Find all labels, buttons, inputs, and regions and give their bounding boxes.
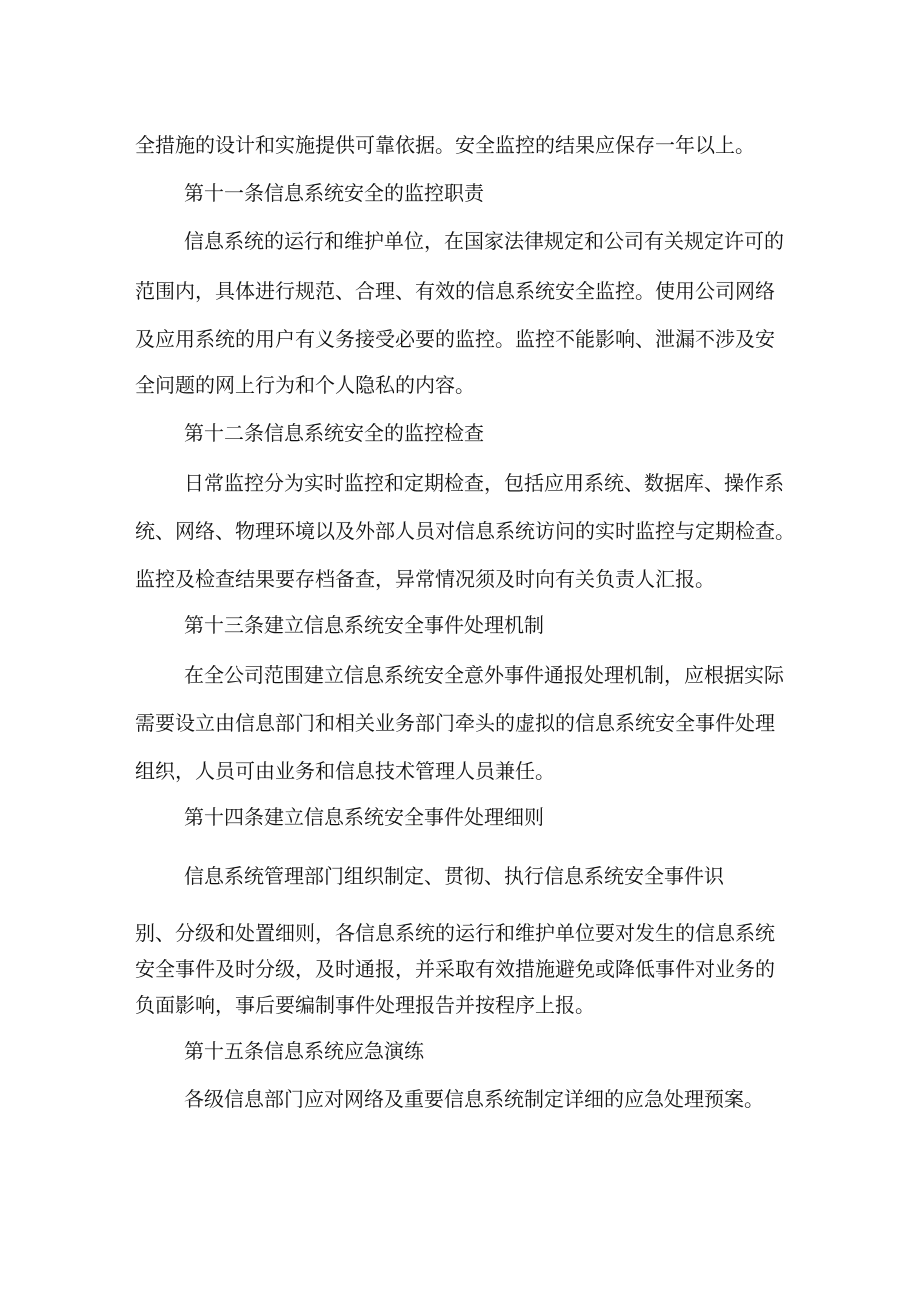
text-line: 需要设立由信息部门和相关业务部门牵头的虚拟的信息系统安全事件处理: [135, 711, 775, 735]
article-heading: 第十四条建立信息系统安全事件处理细则: [184, 805, 544, 829]
text-line: 及应用系统的用户有义务接受必要的监控。监控不能影响、泄漏不涉及安: [135, 327, 775, 351]
text-line: 负面影响，事后要编制事件处理报告并按程序上报。: [135, 993, 595, 1017]
text-line: 信息系统管理部门组织制定、贯彻、执行信息系统安全事件识: [184, 864, 724, 888]
article-heading: 第十三条建立信息系统安全事件处理机制: [184, 613, 544, 637]
text-line: 别、分级和处置细则，各信息系统的运行和维护单位要对发生的信息系统: [135, 921, 775, 945]
article-heading: 第十一条信息系统安全的监控职责: [184, 181, 484, 205]
text-line: 组织，人员可由业务和信息技术管理人员兼任。: [135, 759, 555, 783]
text-line: 安全事件及时分级，及时通报，并采取有效措施避免或降低事件对业务的: [135, 957, 775, 981]
text-line: 范围内，具体进行规范、合理、有效的信息系统安全监控。使用公司网络: [135, 279, 775, 303]
text-line: 全措施的设计和实施提供可靠依据。安全监控的结果应保存一年以上。: [135, 133, 755, 157]
text-line: 信息系统的运行和维护单位，在国家法律规定和公司有关规定许可的: [184, 229, 784, 253]
text-line: 全问题的网上行为和个人隐私的内容。: [135, 373, 475, 397]
text-line: 统、网络、物理环境以及外部人员对信息系统访问的实时监控与定期检查。: [135, 519, 795, 543]
article-heading: 第十五条信息系统应急演练: [184, 1039, 424, 1063]
text-line: 在全公司范围建立信息系统安全意外事件通报处理机制，应根据实际: [184, 663, 784, 687]
text-line: 各级信息部门应对网络及重要信息系统制定详细的应急处理预案。: [184, 1087, 764, 1111]
text-line: 监控及检查结果要存档备查，异常情况须及时向有关负责人汇报。: [135, 567, 715, 591]
text-line: 日常监控分为实时监控和定期检查，包括应用系统、数据库、操作系: [184, 471, 784, 495]
article-heading: 第十二条信息系统安全的监控检查: [184, 421, 484, 445]
